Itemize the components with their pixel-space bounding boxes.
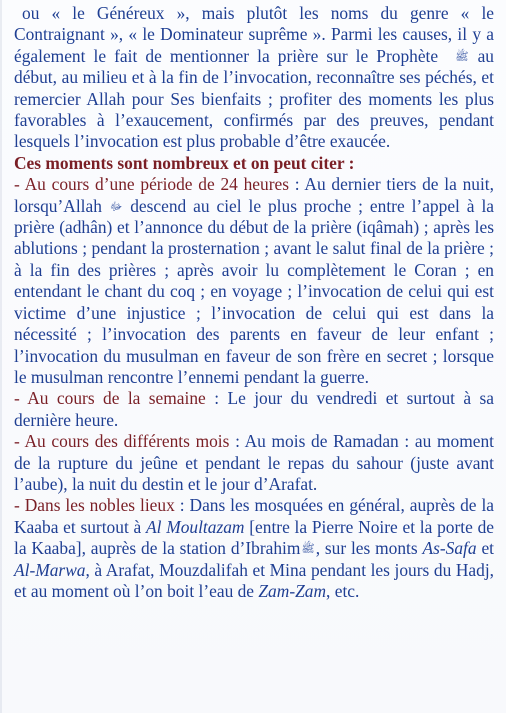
list-item-label: - Dans les nobles lieux bbox=[14, 495, 175, 516]
place-zamzam: Zam-Zam bbox=[258, 580, 327, 601]
section-heading-text: Ces moments sont nombreux et on peut citer : bbox=[14, 152, 355, 173]
list-item-label: - Au cours des différents mois bbox=[14, 431, 230, 452]
list-item-text: : Au dernier tiers de la nuit, lorsqu’Allah bbox=[14, 174, 494, 216]
place-moultazam: Al Moultazam bbox=[146, 516, 245, 537]
section-heading bbox=[14, 153, 494, 174]
list-item-label: - Au cours de la semaine bbox=[14, 388, 206, 409]
intro-text-part-1: ou « le Généreux », mais plutôt les noms du genre « le Contraignant », « le Dominateur suprême ». Parmi les causes, il y a également le fait de mentionner la prière sur le Prophète bbox=[14, 3, 494, 66]
list-item-text: : Au mois de Ramadan : au moment de la rupture du jeûne et pendant le repas du sahour (juste avant l’aube), la nuit du destin et le jour d’Arafat. bbox=[14, 431, 494, 494]
intro-text-part-2: au début, au milieu et à la fin de l’invocation, reconnaître ses péchés, et remercier Allah pour Ses bienfaits ; profiter des moments les plus favorables à l’exaucement, confirmés par des preuves, pendant lesquels l’invocation est plus probable d’être exaucée. bbox=[14, 45, 494, 152]
list-item-week bbox=[14, 388, 494, 431]
list-item-label: - Au cours d’une période de 24 heures bbox=[14, 174, 289, 195]
list-item-text-cont: [entre la Pierre Noire et la porte de la Kaaba], auprès de la station d’Ibrahim bbox=[14, 516, 494, 559]
intro-paragraph bbox=[14, 3, 494, 153]
salutation-ibrahim-glyph: ﷺ bbox=[301, 543, 315, 556]
list-item-text-cont: , à Arafat, Mouzdalifah et Mina pendant les jours du Hadj, et au moment où l’on boit l’eau de bbox=[14, 559, 494, 601]
page-edge bbox=[0, 0, 2, 713]
list-item-text-cont: , sur les monts bbox=[315, 538, 418, 559]
list-item-text-cont: descend au ciel le plus proche ; entre l’appel à la prière (adhân) et l’annonce du début de la prière (iqâmah) ; après les ablutions ; pendant la prosternation ; avant le salut final de la prière ; à la fin des prières ; après avoir lu complètement le Coran ; en entendant le chant du coq ; en voyage ; l’invocation de celui qui est victime d’une injustice ; l’invocation de celui qui est dans la nécessité ; l’invocation des parents en faveur de leur enfant ; l’invocation du musulman en faveur de son frère en secret ; lorsque le musulman rencontre l’ennemi pendant la guerre. bbox=[14, 195, 494, 387]
list-item-text: : Dans les mosquées en général, auprès de la Kaaba et surtout à bbox=[14, 495, 494, 537]
document-body bbox=[14, 3, 494, 602]
list-item-24h bbox=[14, 174, 494, 388]
salutation-prophet-glyph: ﷺ bbox=[455, 50, 469, 63]
list-item-text-cont: , etc. bbox=[326, 580, 360, 601]
list-item-text: : Le jour du vendredi et surtout à sa dernière heure. bbox=[14, 388, 495, 430]
place-marwa: Al-Marwa bbox=[14, 559, 86, 580]
list-item-text-cont: et bbox=[481, 538, 494, 559]
salutation-allah-glyph: ﷻ bbox=[109, 200, 123, 213]
list-item-places bbox=[14, 495, 494, 602]
place-safa: As-Safa bbox=[422, 538, 477, 559]
list-item-months bbox=[14, 431, 494, 495]
